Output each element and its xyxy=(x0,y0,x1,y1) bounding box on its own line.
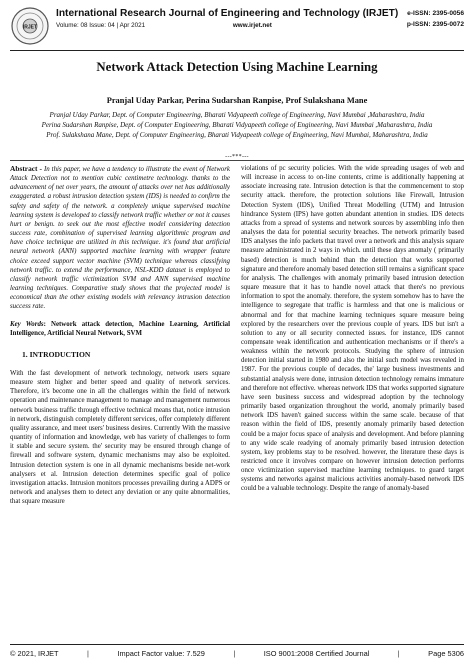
author-affiliations xyxy=(10,111,464,142)
page-footer xyxy=(10,649,464,658)
volume-info: Volume: 08 Issue: 04 | Apr 2021 xyxy=(56,22,146,29)
footer-rule xyxy=(10,644,464,645)
logo-text: IRJET xyxy=(22,24,38,31)
affiliation-1: Pranjal Uday Parkar, Dept. of Computer Engineering, Bharati Vidyapeeth college of Engineering, Navi Mumbai ,Maharashtra, India xyxy=(49,111,425,119)
footer-impact-factor: Impact Factor value: 7.529 xyxy=(117,649,205,658)
abstract-label: Abstract - xyxy=(10,164,45,173)
header-issue-line xyxy=(56,22,356,30)
affiliation-2: Perina Sudarshan Ranpise, Dept. of Computer Engineering, Bharati Vidyapeeth college of Engineering, Navi Mumbai ,Maharashtra, India xyxy=(41,121,433,130)
journal-website-link[interactable]: www.irjet.net xyxy=(232,22,272,29)
keywords-label: Key Words xyxy=(10,320,44,328)
section-heading: 1. INTRODUCTION xyxy=(22,349,91,359)
footer-page-number: Page 5306 xyxy=(428,649,464,658)
p-issn: p-ISSN: 2395-0072 xyxy=(406,21,464,28)
journal-name: International Research Journal of Engineering and Technology (IRJET) xyxy=(56,8,399,19)
keywords-text: : Network attack detection, Machine Learning, Artificial Intelligence, Artificial Neural Network, SVM xyxy=(10,320,231,337)
abstract xyxy=(10,164,230,312)
intro-paragraph-right: violations of pc security policies. With the wide spreading usages of web and will increase in access to on-line contents, crime is additionally happening at associate increasing rate. Intrusion detection is that the commencement to stop security attack. therefore, the protection solutions like Firewall, Intrusion Detection System (IDS), Unified Threat Modelling (UTM) and Intrusion hindrance System (IPS) have gotten abundant attention in studies. IDS detects attacks from a spread of systems and network sources by assembling info then analyses the data for potential security breaches. The network primarily based IDS analyses the info packets that travel over a network and this analysis square measure administrated in 2 ways in which. until these days anomaly ( primarily based) detection is much behind than the detection that works supported signature and therefore anomaly based detection still remains a significant space for analysis. The challenges with anomaly primarily based intrusion detection square measure that it has to handle novel attack that there's no previous information to spot the anomaly. therefore, the system somehow has to have the intelligence to segregate that traffic is harmless and that one is malicious or abnormal and for that machine learning techniques square measure being explored by the researchers over the previous couple of years. IDS but isn't a solution to any or all security connected issues. for instance, IDS cannot compensate weak identification and authentication mechanisms or if there's a weakness within the network protocols. Studying the sphere of intrusion detection initial started in 1980 and also the initial such model was revealed in 1987. For the previous couple of decades, the' large business investments and substantial analysis were done, intrusion detection technology remains immature and therefore not effective. whereas network IDS that works supported signature have seen business success and widespread adoption by the technology primarily based organization throughout the world, anomaly primarily based network IDS haven't gained success within the same scale. because of that reason within the field of IDS, presently anomaly primarily based detection could be a major focus space of analysis and development. And before planning to any wide scale readying of anomaly primarily based intrusion detection system, key problems stay to be resolved. however, the literature these days is restricted once it involves compare on however intrusion detection performs once victimization supervised machine learning techniques. to guard target systems and networks against malicious activities anomaly-based network IDS could be a valuable technology. Despite the range of anomaly-based xyxy=(241,165,464,493)
separator-text: ---***--- xyxy=(225,154,249,160)
footer-copyright: © 2021, IRJET xyxy=(10,649,59,658)
irjet-logo-icon xyxy=(10,6,50,46)
footer-divider: | xyxy=(397,649,400,658)
header-rule xyxy=(10,50,464,51)
affiliation-3: Prof. Sulakshana Mane, Dept. of Computer Engineering, Bharati Vidyapeeth college of Engineering, Navi Mumbai, Maharashtra, India xyxy=(46,131,428,140)
journal-header xyxy=(10,6,464,52)
footer-divider: | xyxy=(233,649,236,658)
section-separator xyxy=(10,154,464,163)
e-issn: e-ISSN: 2395-0056 xyxy=(407,10,464,17)
intro-paragraph-left: With the fast development of network technology, network users square measure stem higher and better speed and quality of network services. Therefore, it's become one in all the challenges within the field of network operation and maintenance management to manage and management numerous network business traffic through effective technical means that, notice intrusion in network, distinguish completely different services, offer completely different quality assurance, and meet users' business desires. Currently With the massive quantity of information and knowledge, web has variety of challenges to form it stable and secure system. the' security may be ensured through change of firewall and software system, dynamic mechanisms may also be exploited. Intrusion detection system is one in all dynamic mechanisms beside net-work analysers et al. Intrusion detection determines specific goal of police investigation attacks. Intrusion monitors processes prevailing during a ADPS or network and analyses them to detect any deviation or any quite abnormalities, that square measure xyxy=(10,369,230,506)
paper-authors: Pranjal Uday Parkar, Perina Sudarshan Ranpise, Prof Sulakshana Mane xyxy=(106,96,368,105)
footer-divider: | xyxy=(87,649,89,658)
abstract-text: In this paper, we have a tendency to illustrate the event of Network Attack Detection not to mention cubic centimetre technology. thanks to the advancement of net over years, the amount of attacks over net has additionally exaggerated. a robust intrusion detection system (IDS) is needed to confirm the safety and safety of the network. a completely unique supervised machine learning system is developed to classify network traffic whether or not it causes hurt or benign. to seek out the most effective model considering detection success rate, combination of supervised learning algorithmic program and have choice technique are utilized in this technique. it's found that artificial neural network (ANN) supported machine learning with wrapper feature choice exceed support vector machine (SVM) technique whereas classifying network traffic. to extend the performance, NSL-KDD dataset is employed to classify network traffic victimization SVM and ANN supervised machine learning techniques. Comparative study shows that the projected model is economical than the other existing models with relevancy intrusion detection success rate. xyxy=(10,166,230,311)
issn-block xyxy=(407,8,464,30)
left-column xyxy=(10,164,230,506)
paper-title: Network Attack Detection Using Machine Learning xyxy=(96,60,378,74)
footer-iso: ISO 9001:2008 Certified Journal xyxy=(263,649,370,658)
keywords xyxy=(10,320,230,338)
right-column xyxy=(241,164,464,494)
header-center xyxy=(56,8,399,30)
